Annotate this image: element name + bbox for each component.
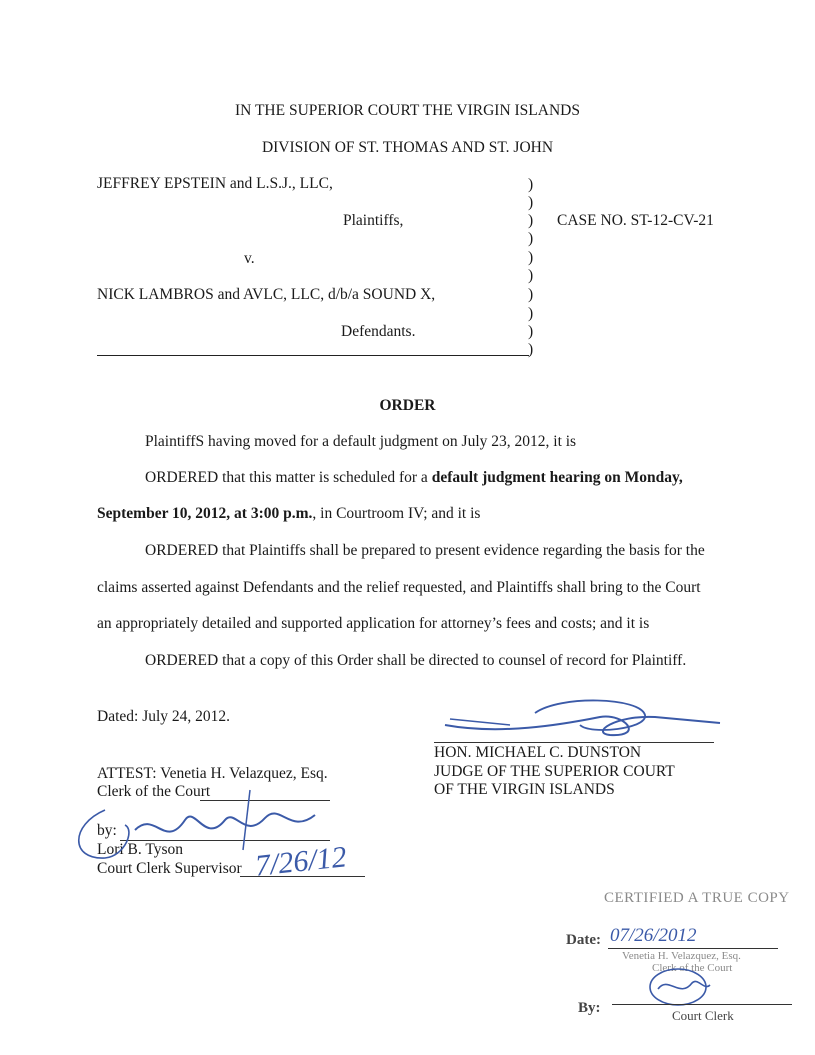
caption-paren: ) bbox=[528, 305, 534, 322]
order-p2-start: ORDERED that this matter is scheduled for a bbox=[145, 469, 432, 486]
stamp-court-clerk: Court Clerk bbox=[672, 1008, 734, 1023]
judge-name: HON. MICHAEL C. DUNSTON bbox=[434, 744, 642, 761]
attest-by-label: by: bbox=[97, 822, 117, 839]
stamp-clerk-name: Venetia H. Velazquez, Esq. bbox=[622, 950, 741, 962]
order-paragraph-2-line2 bbox=[97, 505, 480, 523]
order-paragraph-3-line1: ORDERED that Plaintiffs shall be prepared to present evidence regarding the basis for the bbox=[145, 542, 705, 559]
stamp-by-label: By: bbox=[578, 1000, 601, 1016]
certified-copy-stamp-title: CERTIFIED A TRUE COPY bbox=[604, 890, 790, 906]
caption-paren: ) bbox=[528, 341, 534, 358]
attest-handwritten-date: 7/26/12 bbox=[253, 840, 349, 883]
caption-rule bbox=[97, 355, 529, 356]
order-paragraph-1: PlaintiffS having moved for a default judgment on July 23, 2012, it is bbox=[145, 433, 577, 450]
order-title: ORDER bbox=[379, 397, 436, 414]
attest-line: ATTEST: Venetia H. Velazquez, Esq. bbox=[97, 765, 328, 782]
plaintiffs-names: JEFFREY EPSTEIN and L.S.J., LLC, bbox=[97, 175, 333, 192]
clerk-of-court-label: Clerk of the Court bbox=[97, 783, 211, 800]
judge-signature-line bbox=[434, 742, 714, 743]
versus-label: v. bbox=[244, 250, 255, 267]
order-paragraph-2-line1 bbox=[145, 469, 683, 487]
judge-signature bbox=[440, 695, 730, 745]
judge-title-1: JUDGE OF THE SUPERIOR COURT bbox=[434, 763, 675, 780]
defendants-label: Defendants. bbox=[341, 323, 416, 340]
caption-paren: ) bbox=[528, 267, 534, 284]
caption-paren: ) bbox=[528, 249, 534, 266]
caption-paren: ) bbox=[528, 212, 534, 229]
stamp-by-line bbox=[612, 1004, 792, 1005]
order-p2-bold: default judgment hearing on Monday, bbox=[431, 469, 683, 486]
plaintiffs-label: Plaintiffs, bbox=[343, 212, 404, 229]
attest-clerk-name: Lori B. Tyson bbox=[97, 841, 184, 858]
court-heading-line2: DIVISION OF ST. THOMAS AND ST. JOHN bbox=[261, 139, 554, 156]
case-number: CASE NO. ST-12-CV-21 bbox=[557, 212, 714, 229]
defendants-names: NICK LAMBROS and AVLC, LLC, d/b/a SOUND X, bbox=[97, 286, 436, 303]
order-paragraph-3-line3: an appropriately detailed and supported application for attorney’s fees and costs; and it is bbox=[97, 615, 650, 632]
stamp-clerk-title: Clerk of the Court bbox=[652, 962, 733, 974]
stamp-date-label: Date: bbox=[566, 932, 601, 948]
order-paragraph-3-line2: claims asserted against Defendants and the relief requested, and Plaintiffs shall bring to the Court bbox=[97, 579, 701, 596]
order-p2-bold2: September 10, 2012, at 3:00 p.m. bbox=[97, 505, 313, 522]
judge-title-2: OF THE VIRGIN ISLANDS bbox=[434, 781, 615, 798]
dated-line: Dated: July 24, 2012. bbox=[97, 708, 231, 725]
stamp-date-value: 07/26/2012 bbox=[610, 925, 697, 946]
caption-paren: ) bbox=[528, 230, 534, 247]
caption-paren: ) bbox=[528, 194, 534, 211]
attest-clerk-title: Court Clerk Supervisor bbox=[97, 860, 242, 877]
caption-paren: ) bbox=[528, 286, 534, 303]
caption-paren: ) bbox=[528, 176, 534, 193]
caption-paren: ) bbox=[528, 323, 534, 340]
order-p2-end: , in Courtroom IV; and it is bbox=[312, 505, 481, 522]
court-heading-line1: IN THE SUPERIOR COURT THE VIRGIN ISLANDS bbox=[235, 102, 580, 119]
stamp-date-line bbox=[608, 948, 778, 949]
order-paragraph-4: ORDERED that a copy of this Order shall be directed to counsel of record for Plaintiff. bbox=[145, 652, 687, 669]
